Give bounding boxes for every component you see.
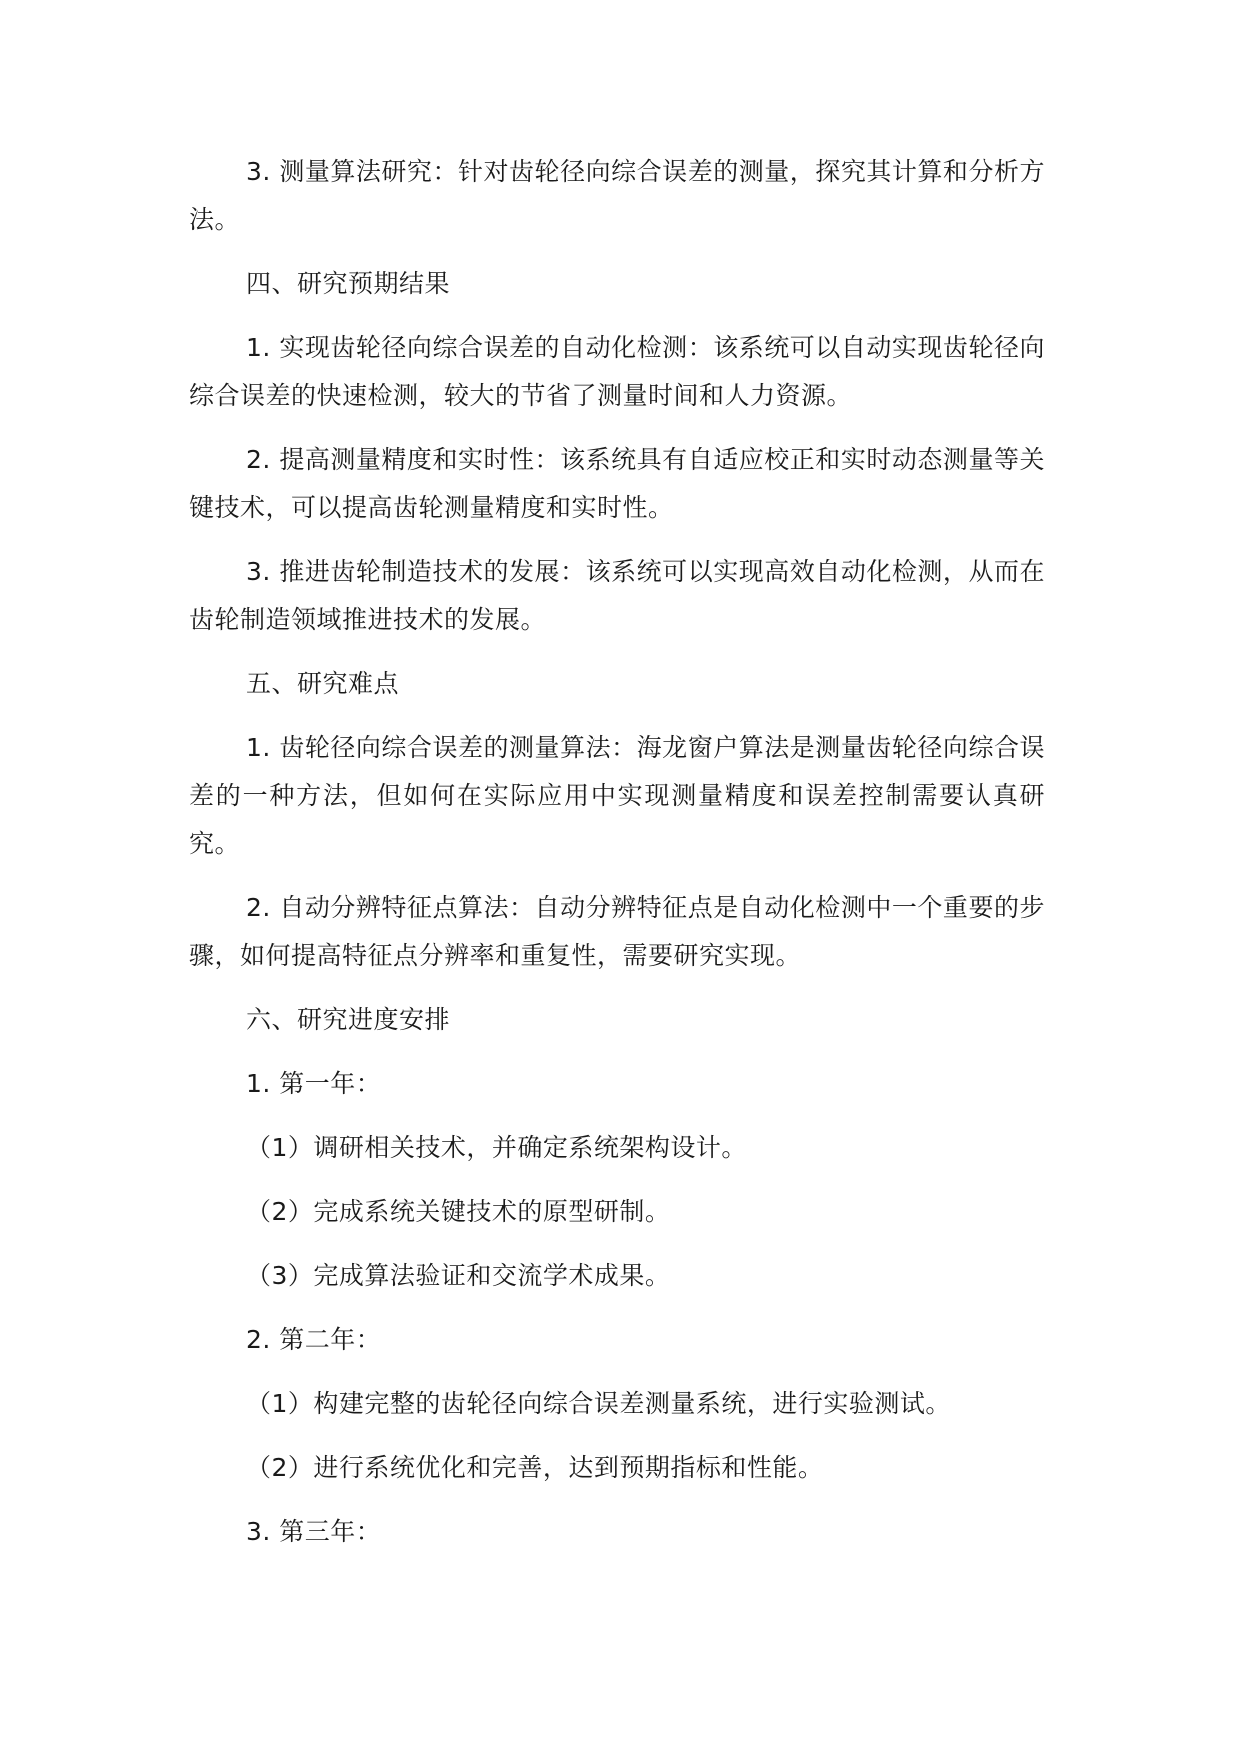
heading-research-schedule: 六、研究进度安排 [246,1005,451,1034]
paragraph-measurement-algorithm: 3. 测量算法研究：针对齿轮径向综合误差的测量，探究其计算和分析方法。 [189,157,1045,234]
paragraph-advance-technology: 3. 推进齿轮制造技术的发展：该系统可以实现高效自动化检测，从而在齿轮制造领域推进技术的发展。 [189,557,1045,634]
paragraph-automated-detection: 1. 实现齿轮径向综合误差的自动化检测：该系统可以自动实现齿轮径向综合误差的快速检测，较大的节省了测量时间和人力资源。 [189,333,1045,410]
paragraph-difficulty-measurement-algorithm: 1. 齿轮径向综合误差的测量算法：海龙窗户算法是测量齿轮径向综合误差的一种方法，但如何在实际应用中实现测量精度和误差控制需要认真研究。 [189,733,1045,858]
schedule-year-three: 3. 第三年： [246,1517,382,1546]
schedule-year-two: 2. 第二年： [246,1325,382,1354]
schedule-item: （3）完成算法验证和交流学术成果。 [246,1261,671,1290]
schedule-item: （1）调研相关技术，并确定系统架构设计。 [246,1133,747,1162]
document-page [189,148,1045,1572]
schedule-item: （2）进行系统优化和完善，达到预期指标和性能。 [246,1453,824,1482]
paragraph-difficulty-feature-points: 2. 自动分辨特征点算法：自动分辨特征点是自动化检测中一个重要的步骤，如何提高特征点分辨率和重复性，需要研究实现。 [189,893,1045,970]
schedule-year-one: 1. 第一年： [246,1069,382,1098]
heading-research-difficulties: 五、研究难点 [246,669,400,698]
schedule-item: （2）完成系统关键技术的原型研制。 [246,1197,671,1226]
paragraph-improve-precision: 2. 提高测量精度和实时性：该系统具有自适应校正和实时动态测量等关键技术，可以提高齿轮测量精度和实时性。 [189,445,1045,522]
schedule-item: （1）构建完整的齿轮径向综合误差测量系统，进行实验测试。 [246,1389,951,1418]
heading-expected-results: 四、研究预期结果 [246,269,451,298]
